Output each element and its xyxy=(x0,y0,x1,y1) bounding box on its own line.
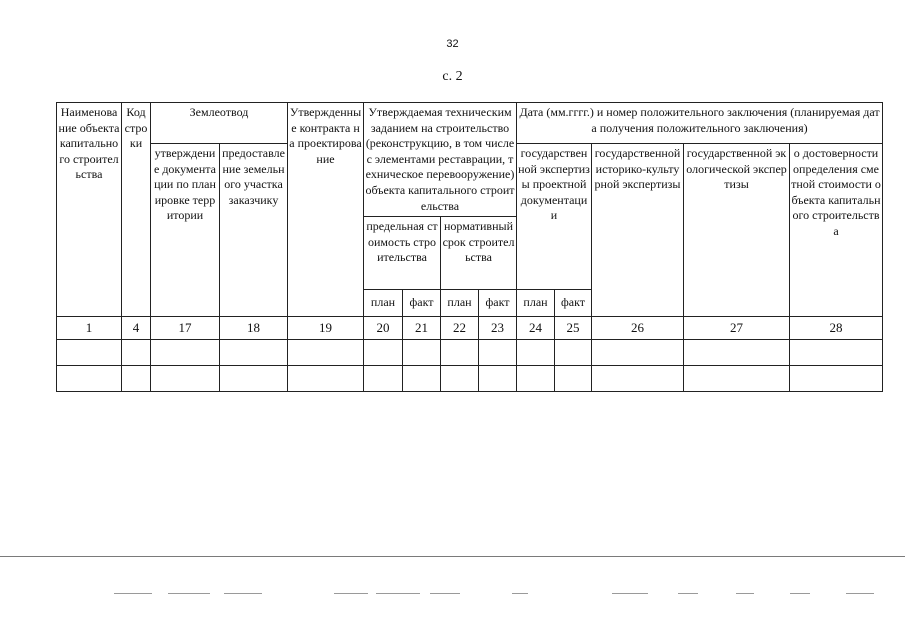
header-land-allotment: Землеотвод xyxy=(151,103,288,144)
footer-dash xyxy=(168,593,210,594)
table-row xyxy=(57,366,883,392)
header-expert-conclusion: Дата (мм.гггг.) и номер положительного заключения (планируемая дата получения положительного заключения) xyxy=(517,103,883,144)
header-cost-plan: план xyxy=(364,290,403,317)
table-cell xyxy=(57,366,122,392)
table-row xyxy=(57,340,883,366)
header-row-code: Код строки xyxy=(122,103,151,317)
table-cell xyxy=(403,340,441,366)
table-cell xyxy=(220,366,288,392)
table-cell xyxy=(555,366,592,392)
table-cell xyxy=(517,366,555,392)
footer-dash xyxy=(224,593,262,594)
table-cell xyxy=(57,340,122,366)
column-number: 19 xyxy=(288,317,364,340)
table-cell xyxy=(403,366,441,392)
table-cell xyxy=(151,366,220,392)
column-number: 4 xyxy=(122,317,151,340)
footer-dash xyxy=(678,593,698,594)
header-ecological-expertise: государственной экологической экспертизы xyxy=(684,144,790,317)
header-technical-assignment: Утверждаемая техническим заданием на строительство (реконструкцию, в том числе с элементами реставрации, техническое перевооружение) объекта капитального строительства xyxy=(364,103,517,217)
column-number: 24 xyxy=(517,317,555,340)
table-cell xyxy=(288,366,364,392)
footer-rule xyxy=(0,556,905,557)
header-cost-fact: факт xyxy=(403,290,441,317)
header-state-plan: план xyxy=(517,290,555,317)
page-number: 32 xyxy=(446,38,459,50)
header-row-1 xyxy=(57,103,883,144)
table-cell xyxy=(122,366,151,392)
header-cost-reliability: о достоверности определения сметной стоимости объекта капитального строительства xyxy=(790,144,883,317)
header-design-contract: Утвержденные контракта на проектирование xyxy=(288,103,364,317)
column-number: 27 xyxy=(684,317,790,340)
header-cultural-expertise: государственной историко-культурной экспертизы xyxy=(592,144,684,317)
column-number: 1 xyxy=(57,317,122,340)
footer-dash xyxy=(736,593,754,594)
header-land-grant: предоставление земельного участка заказчику xyxy=(220,144,288,317)
table-cell xyxy=(684,340,790,366)
column-number: 22 xyxy=(441,317,479,340)
table-cell xyxy=(517,340,555,366)
header-normative-term: нормативный срок строительства xyxy=(441,217,517,290)
footer-dash xyxy=(790,593,810,594)
footer-dash xyxy=(612,593,648,594)
table-cell xyxy=(364,340,403,366)
table-cell xyxy=(592,366,684,392)
table-cell xyxy=(288,340,364,366)
column-number-row xyxy=(57,317,883,340)
table-cell xyxy=(364,366,403,392)
footer-dash xyxy=(334,593,368,594)
table-cell xyxy=(790,366,883,392)
header-term-plan: план xyxy=(441,290,479,317)
table-cell xyxy=(555,340,592,366)
footer-dash xyxy=(846,593,874,594)
header-term-fact: факт xyxy=(479,290,517,317)
column-number: 20 xyxy=(364,317,403,340)
table-cell xyxy=(441,366,479,392)
table-cell xyxy=(479,340,517,366)
footer-dash xyxy=(376,593,420,594)
header-cost-limit: предельная стоимость строительства xyxy=(364,217,441,290)
header-object-name: Наименование объекта капитального строительства xyxy=(57,103,122,317)
column-number: 21 xyxy=(403,317,441,340)
table-cell xyxy=(151,340,220,366)
sheet-label: с. 2 xyxy=(442,69,463,84)
table-cell xyxy=(479,366,517,392)
table-cell xyxy=(790,340,883,366)
header-state-expertise: государственной экспертизы проектной документации xyxy=(517,144,592,290)
footer-dash xyxy=(114,593,152,594)
header-territory-planning: утверждение документации по планировке территории xyxy=(151,144,220,317)
column-number: 28 xyxy=(790,317,883,340)
table-cell xyxy=(592,340,684,366)
table-cell xyxy=(122,340,151,366)
column-number: 17 xyxy=(151,317,220,340)
footer-dash xyxy=(430,593,460,594)
footer-dash xyxy=(512,593,528,594)
column-number: 25 xyxy=(555,317,592,340)
table-cell xyxy=(441,340,479,366)
table-cell xyxy=(220,340,288,366)
column-number: 18 xyxy=(220,317,288,340)
column-number: 26 xyxy=(592,317,684,340)
form-table xyxy=(56,102,883,392)
header-state-fact: факт xyxy=(555,290,592,317)
table-cell xyxy=(684,366,790,392)
column-number: 23 xyxy=(479,317,517,340)
